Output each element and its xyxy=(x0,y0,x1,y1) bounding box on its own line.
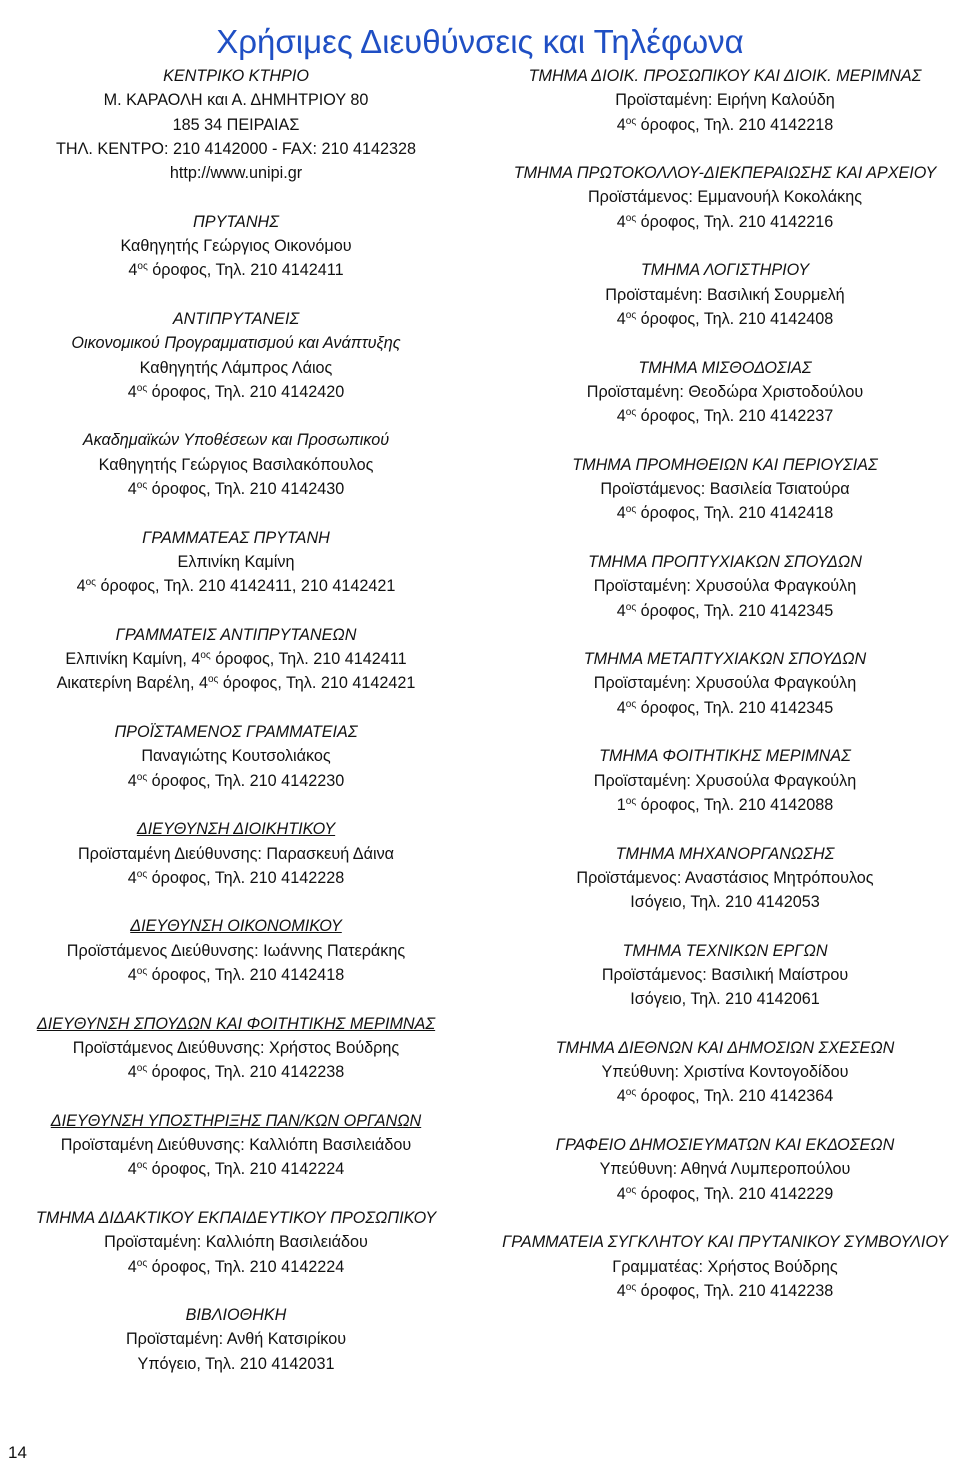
section-heading: ΤΜΗΜΑ ΔΙΟΙΚ. ΠΡΟΣΩΠΙΚΟΥ ΚΑΙ ΔΙΟΙΚ. ΜΕΡΙΜΝΑΣ xyxy=(528,67,922,85)
contact-line: Καθηγητής Λάμπρος Λάιος xyxy=(139,358,333,377)
line-text: όροφος, Τηλ. 210 4142238 xyxy=(640,1281,834,1300)
line-prefix: 4 xyxy=(127,868,137,887)
right-column xyxy=(490,64,960,1327)
line-prefix: 4 xyxy=(128,261,138,280)
section-heading: ΤΜΗΜΑ ΠΡΩΤΟΚΟΛΛΟΥ-ΔΙΕΚΠΕΡΑΙΩΣΗΣ ΚΑΙ ΑΡΧΕΙΟΥ xyxy=(513,164,937,183)
line-prefix: 4 xyxy=(76,577,86,596)
contact-line: Προϊσταμένη Διεύθυνσης: Παρασκευή Δάινα xyxy=(77,844,395,863)
contact-line: 185 34 ΠΕΙΡΑΙΑΣ xyxy=(172,115,300,134)
line-prefix: 4 xyxy=(127,1257,137,1276)
line-text: όροφος, Τηλ. 210 4142224 xyxy=(151,1160,345,1179)
contact-line: Υπόγειο, Τηλ. 210 4142031 xyxy=(137,1354,335,1373)
section-heading: ΤΜΗΜΑ ΜΙΣΘΟΔΟΣΙΑΣ xyxy=(638,358,812,377)
ordinal-suffix: ος xyxy=(625,601,637,613)
contact-block xyxy=(6,1303,466,1376)
line-prefix: 4 xyxy=(616,601,626,620)
contact-line xyxy=(6,963,466,987)
contact-line: Ελπινίκη Καμίνη xyxy=(177,552,295,571)
line-prefix: Ελπινίκη Καμίνη, 4 xyxy=(65,650,201,669)
section-heading: ΠΡΥΤΑΝΗΣ xyxy=(193,212,279,231)
line-prefix: Αικατερίνη Βαρέλη, 4 xyxy=(56,674,208,693)
ordinal-suffix: ος xyxy=(625,212,637,224)
contact-block xyxy=(490,64,960,137)
contact-line xyxy=(6,380,466,404)
contact-block xyxy=(6,1206,466,1279)
line-text: όροφος, Τηλ. 210 4142418 xyxy=(151,965,345,984)
contact-line: Μ. ΚΑΡΑΟΛΗ και Α. ΔΗΜΗΤΡΙΟΥ 80 xyxy=(103,91,369,110)
page-number: 14 xyxy=(8,1443,27,1462)
contact-line xyxy=(490,696,960,720)
contact-block xyxy=(6,914,466,987)
section-heading: ΤΜΗΜΑ ΠΡΟΠΤΥΧΙΑΚΩΝ ΣΠΟΥΔΩΝ xyxy=(588,552,862,571)
section-heading: ΤΜΗΜΑ ΜΕΤΑΠΤΥΧΙΑΚΩΝ ΣΠΟΥΔΩΝ xyxy=(583,650,867,669)
line-prefix: 4 xyxy=(127,771,137,790)
contact-block xyxy=(490,1133,960,1206)
ordinal-suffix: ος xyxy=(136,868,148,880)
contact-line xyxy=(6,1157,466,1181)
contact-line: Προϊστάμενος Διεύθυνσης: Χρήστος Βούδρης xyxy=(72,1038,400,1057)
contact-block xyxy=(6,720,466,793)
line-text: όροφος, Τηλ. 210 4142229 xyxy=(640,1184,834,1203)
contact-line xyxy=(490,1084,960,1108)
contact-block xyxy=(490,647,960,720)
section-heading: ΔΙΕΥΘΥΝΣΗ ΣΠΟΥΔΩΝ ΚΑΙ ΦΟΙΤΗΤΙΚΗΣ ΜΕΡΙΜΝΑΣ xyxy=(36,1014,436,1033)
contact-block xyxy=(490,842,960,915)
contact-block xyxy=(490,161,960,234)
section-heading: ΤΜΗΜΑ ΠΡΟΜΗΘΕΙΩΝ ΚΑΙ ΠΕΡΙΟΥΣΙΑΣ xyxy=(572,455,878,474)
ordinal-suffix: ος xyxy=(625,1184,637,1196)
line-text: όροφος, Τηλ. 210 4142224 xyxy=(151,1257,345,1276)
contact-line xyxy=(6,769,466,793)
ordinal-suffix: ος xyxy=(136,480,148,492)
contact-line xyxy=(6,574,466,598)
section-heading: ΠΡΟΪΣΤΑΜΕΝΟΣ ΓΡΑΜΜΑΤΕΙΑΣ xyxy=(114,723,358,742)
contact-line xyxy=(6,647,466,671)
ordinal-suffix: ος xyxy=(200,650,211,662)
contact-block xyxy=(6,1012,466,1085)
ordinal-suffix: ος xyxy=(625,795,637,807)
contact-block xyxy=(6,623,466,696)
contact-line: Ισόγειο, Τηλ. 210 4142053 xyxy=(630,893,820,912)
contact-line: Προϊσταμένη: Βασιλική Σουρμελή xyxy=(605,285,845,304)
section-heading: ΤΜΗΜΑ ΦΟΙΤΗΤΙΚΗΣ ΜΕΡΙΜΝΑΣ xyxy=(599,747,851,766)
line-prefix: 1 xyxy=(616,795,626,814)
ordinal-suffix: ος xyxy=(136,1063,148,1075)
ordinal-suffix: ος xyxy=(136,1160,148,1172)
ordinal-suffix: ος xyxy=(136,1257,148,1269)
contact-line xyxy=(490,307,960,331)
line-text: όροφος, Τηλ. 210 4142238 xyxy=(151,1063,345,1082)
contact-block xyxy=(490,744,960,817)
ordinal-suffix: ος xyxy=(625,698,637,710)
ordinal-suffix: ος xyxy=(625,115,637,127)
contact-line xyxy=(6,671,466,695)
section-heading: ΓΡΑΜΜΑΤΕΑΣ ΠΡΥΤΑΝΗ xyxy=(142,528,330,547)
contact-block xyxy=(6,1109,466,1182)
line-text: όροφος, Τηλ. 210 4142411 xyxy=(215,650,407,669)
section-heading: ΔΙΕΥΘΥΝΣΗ ΟΙΚΟΝΟΜΙΚΟΥ xyxy=(130,917,342,936)
contact-line xyxy=(490,599,960,623)
contact-line: Προϊστάμενος: Αναστάσιος Μητρόπουλος xyxy=(576,868,874,887)
section-heading: ΑΝΤΙΠΡΥΤΑΝΕΙΣ xyxy=(172,309,300,328)
line-prefix: 4 xyxy=(616,1281,626,1300)
contact-line: ΤΗΛ. ΚΕΝΤΡΟ: 210 4142000 - FAX: 210 4142328 xyxy=(56,139,416,158)
contact-line xyxy=(490,1279,960,1303)
contact-block xyxy=(490,550,960,623)
ordinal-suffix: ος xyxy=(625,309,637,321)
line-text: όροφος, Τηλ. 210 4142364 xyxy=(640,1087,834,1106)
line-text: όροφος, Τηλ. 210 4142237 xyxy=(640,407,834,426)
section-heading: ΤΜΗΜΑ ΜΗΧΑΝΟΡΓΑΝΩΣΗΣ xyxy=(615,844,835,863)
contact-line xyxy=(6,1060,466,1084)
line-prefix: 4 xyxy=(616,1184,626,1203)
contact-block xyxy=(490,258,960,331)
contact-line: Γραμματέας: Χρήστος Βούδρης xyxy=(612,1257,838,1276)
page-title: Χρήσιμες Διευθύνσεις και Τηλέφωνα xyxy=(216,23,744,61)
contact-line: Ισόγειο, Τηλ. 210 4142061 xyxy=(630,990,820,1009)
contact-line xyxy=(490,113,960,137)
line-prefix: 4 xyxy=(616,115,626,134)
contact-line: http://www.unipi.gr xyxy=(169,164,303,183)
contact-line: Προϊστάμενος: Βασιλεία Τσιατούρα xyxy=(600,480,850,499)
contact-line: Προϊσταμένη: Χρυσούλα Φραγκούλη xyxy=(593,674,857,693)
line-text: όροφος, Τηλ. 210 4142421 xyxy=(222,674,416,693)
ordinal-suffix: ος xyxy=(136,771,148,783)
line-text: όροφος, Τηλ. 210 4142345 xyxy=(640,601,834,620)
contact-line xyxy=(6,258,466,282)
line-text: όροφος, Τηλ. 210 4142218 xyxy=(640,115,834,134)
left-column xyxy=(6,64,466,1400)
ordinal-suffix: ος xyxy=(625,1087,637,1099)
line-prefix: 4 xyxy=(616,407,626,426)
contact-line xyxy=(490,1182,960,1206)
line-text: όροφος, Τηλ. 210 4142230 xyxy=(151,771,345,790)
contact-line: Οικονομικού Προγραμματισμού και Ανάπτυξης xyxy=(71,334,401,353)
contact-line: Προϊσταμένη Διεύθυνσης: Καλλιόπη Βασιλειάδου xyxy=(60,1136,412,1155)
contact-line: Παναγιώτης Κουτσολιάκος xyxy=(141,747,331,766)
line-text: όροφος, Τηλ. 210 4142418 xyxy=(640,504,834,523)
contact-line: Καθηγητής Γεώργιος Οικονόμου xyxy=(120,237,352,256)
section-heading: ΓΡΑΜΜΑΤΕΙΑ ΣΥΓΚΛΗΤΟΥ ΚΑΙ ΠΡΥΤΑΝΙΚΟΥ ΣΥΜΒΟΥΛΙΟΥ xyxy=(502,1233,948,1252)
contact-line xyxy=(6,866,466,890)
ordinal-suffix: ος xyxy=(625,504,637,516)
contact-line: Υπεύθυνη: Χριστίνα Κοντογοδίδου xyxy=(601,1063,849,1082)
section-heading: ΓΡΑΦΕΙΟ ΔΗΜΟΣΙΕΥΜΑΤΩΝ ΚΑΙ ΕΚΔΟΣΕΩΝ xyxy=(555,1136,895,1155)
contact-block xyxy=(6,307,466,404)
line-prefix: 4 xyxy=(616,1087,626,1106)
line-text: όροφος, Τηλ. 210 4142408 xyxy=(640,309,834,328)
line-prefix: 4 xyxy=(127,382,137,401)
section-heading: ΔΙΕΥΘΥΝΣΗ ΥΠΟΣΤΗΡΙΞΗΣ ΠΑΝ/ΚΩΝ ΟΡΓΑΝΩΝ xyxy=(50,1111,422,1130)
contact-line xyxy=(6,1255,466,1279)
section-heading: ΔΙΕΥΘΥΝΣΗ ΔΙΟΙΚΗΤΙΚΟΥ xyxy=(136,820,336,839)
ordinal-suffix: ος xyxy=(136,965,148,977)
ordinal-suffix: ος xyxy=(136,382,148,394)
contact-line xyxy=(6,477,466,501)
section-heading: ΤΜΗΜΑ ΔΙΔΑΚΤΙΚΟΥ ΕΚΠΑΙΔΕΥΤΙΚΟΥ ΠΡΟΣΩΠΙΚΟΥ xyxy=(35,1208,437,1227)
contact-line: Προϊσταμένη: Καλλιόπη Βασιλειάδου xyxy=(104,1233,368,1252)
contact-block xyxy=(490,453,960,526)
line-prefix: 4 xyxy=(127,965,137,984)
contact-line: Προϊσταμένη: Θεοδώρα Χριστοδούλου xyxy=(586,382,864,401)
line-text: όροφος, Τηλ. 210 4142411, 210 4142421 xyxy=(100,577,396,596)
ordinal-suffix: ος xyxy=(625,1281,637,1293)
contact-block xyxy=(490,1036,960,1109)
section-heading: ΤΜΗΜΑ ΛΟΓΙΣΤΗΡΙΟΥ xyxy=(640,261,810,280)
contact-line: Προϊστάμενος: Εμμανουήλ Κοκολάκης xyxy=(587,188,863,207)
contact-block xyxy=(490,939,960,1012)
section-heading: ΚΕΝΤΡΙΚΟ ΚΤΗΡΙΟ xyxy=(163,67,309,85)
section-heading: ΓΡΑΜΜΑΤΕΙΣ ΑΝΤΙΠΡΥΤΑΝΕΩΝ xyxy=(115,625,357,644)
section-heading: ΤΜΗΜΑ ΔΙΕΘΝΩΝ ΚΑΙ ΔΗΜΟΣΙΩΝ ΣΧΕΣΕΩΝ xyxy=(555,1038,895,1057)
contact-line xyxy=(490,501,960,525)
line-text: όροφος, Τηλ. 210 4142088 xyxy=(640,795,834,814)
line-prefix: 4 xyxy=(616,309,626,328)
contact-block xyxy=(6,210,466,283)
contact-block xyxy=(490,1230,960,1303)
contact-block xyxy=(6,64,466,185)
line-prefix: 4 xyxy=(127,1063,137,1082)
line-prefix: 4 xyxy=(616,698,626,717)
ordinal-suffix: ος xyxy=(625,407,637,419)
contact-line: Προϊσταμένη: Ανθή Κατσιρίκου xyxy=(125,1330,347,1349)
line-prefix: 4 xyxy=(616,212,626,231)
section-heading: ΒΙΒΛΙΟΘΗΚΗ xyxy=(185,1306,287,1325)
contact-line xyxy=(490,793,960,817)
contact-line: Καθηγητής Γεώργιος Βασιλακόπουλος xyxy=(98,455,374,474)
contact-line: Προϊστάμενος Διεύθυνσης: Ιωάννης Πατεράκης xyxy=(66,941,406,960)
ordinal-suffix: ος xyxy=(137,261,148,273)
contact-line xyxy=(490,210,960,234)
contact-line: Προϊσταμένη: Ειρήνη Καλούδη xyxy=(615,91,835,110)
line-prefix: 4 xyxy=(616,504,626,523)
contact-block xyxy=(6,526,466,599)
section-heading: ΤΜΗΜΑ ΤΕΧΝΙΚΩΝ ΕΡΓΩΝ xyxy=(622,941,828,960)
contact-line: Προϊσταμένη: Χρυσούλα Φραγκούλη xyxy=(593,577,857,596)
contact-line: Προϊστάμενος: Βασιλική Μαίστρου xyxy=(601,965,849,984)
contact-line xyxy=(490,404,960,428)
contact-line: Προϊσταμένη: Χρυσούλα Φραγκούλη xyxy=(593,771,857,790)
contact-block xyxy=(6,817,466,890)
line-text: όροφος, Τηλ. 210 4142216 xyxy=(640,212,834,231)
contact-line: Υπεύθυνη: Αθηνά Λυμπεροπούλου xyxy=(599,1160,851,1179)
line-text: όροφος, Τηλ. 210 4142228 xyxy=(151,868,345,887)
ordinal-suffix: ος xyxy=(85,577,97,589)
line-text: όροφος, Τηλ. 210 4142420 xyxy=(151,382,345,401)
line-prefix: 4 xyxy=(127,480,137,499)
line-text: όροφος, Τηλ. 210 4142345 xyxy=(640,698,834,717)
line-text: όροφος, Τηλ. 210 4142411 xyxy=(152,261,344,280)
contact-block xyxy=(490,356,960,429)
line-prefix: 4 xyxy=(127,1160,137,1179)
ordinal-suffix: ος xyxy=(207,674,219,686)
line-text: όροφος, Τηλ. 210 4142430 xyxy=(151,480,345,499)
section-heading: Ακαδημαϊκών Υποθέσεων και Προσωπικού xyxy=(82,431,390,450)
contact-block xyxy=(6,428,466,501)
